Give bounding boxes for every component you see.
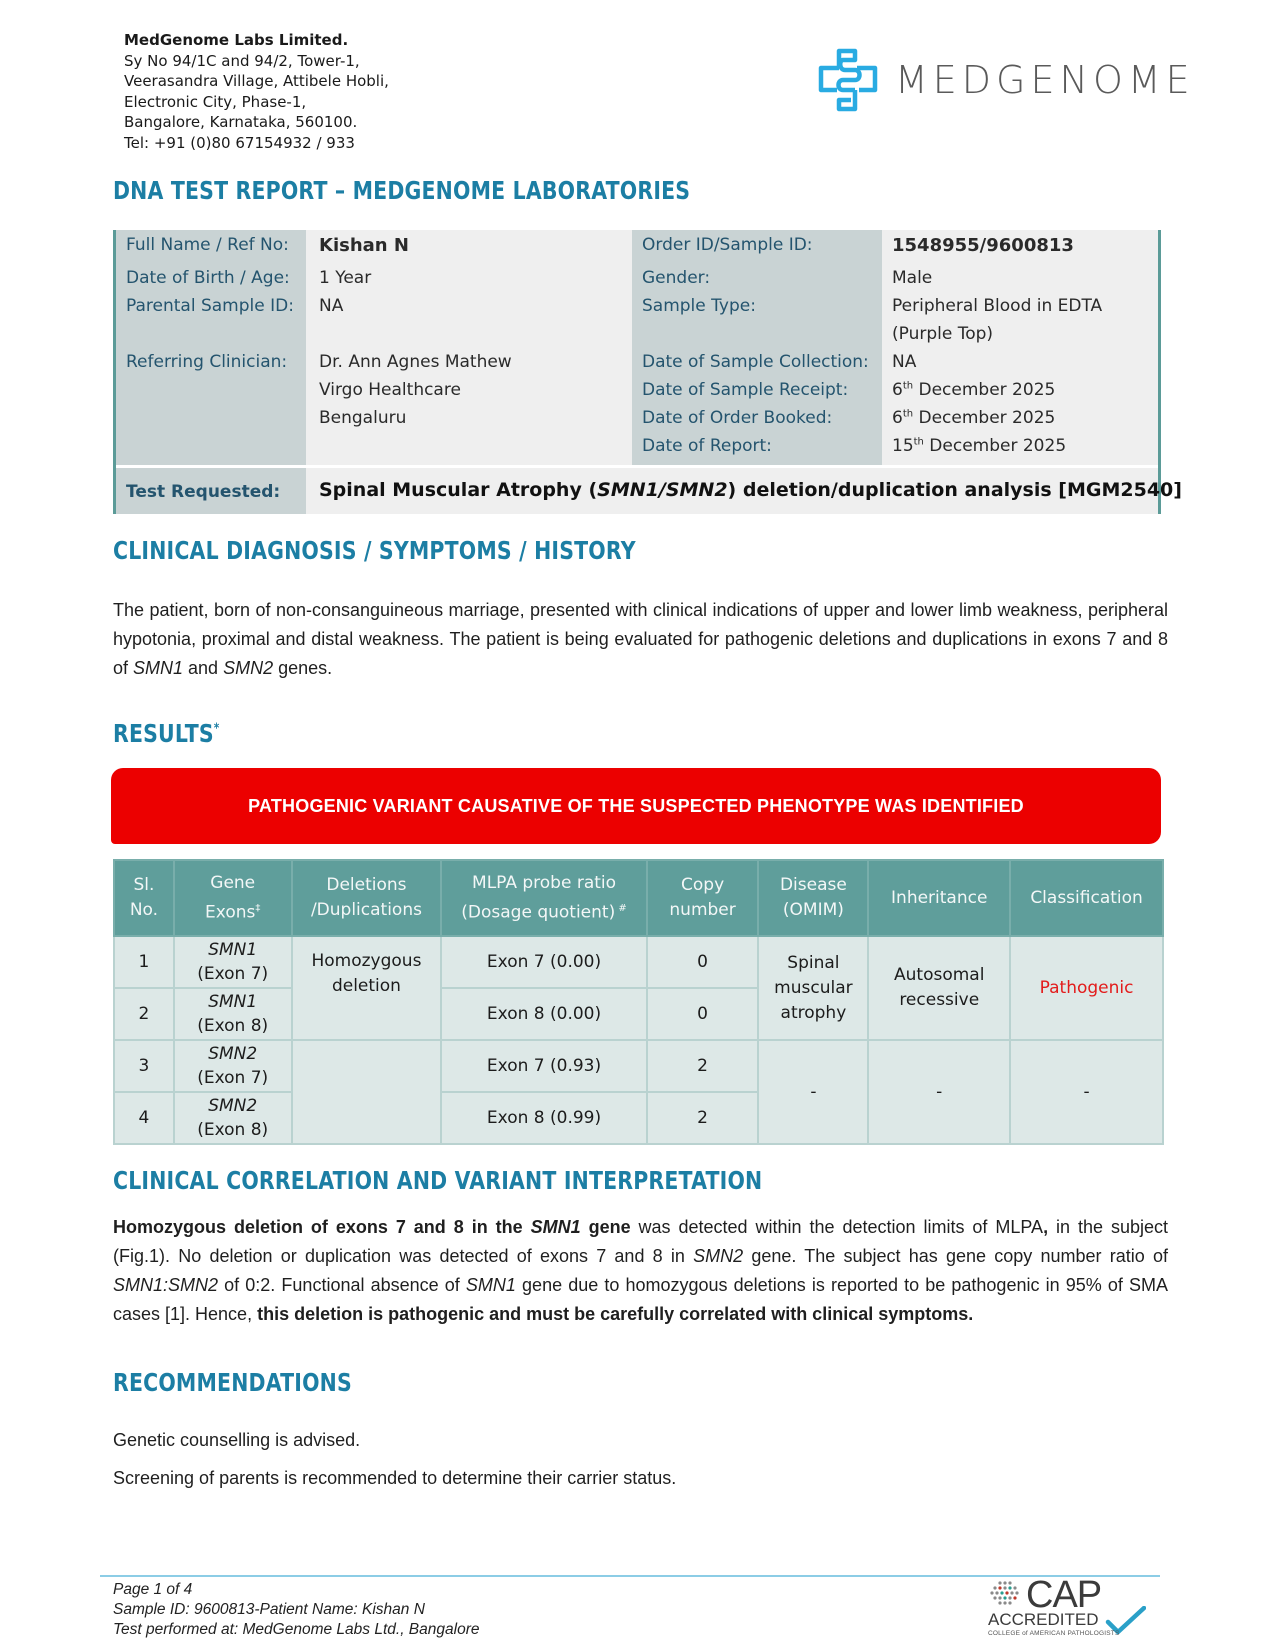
gender-label: Gender: [642, 268, 711, 288]
address-line: Electronic City, Phase-1, [124, 92, 307, 111]
col-header-mlpa-ratio: MLPA probe ratio (Dosage quotient) # [441, 860, 646, 936]
lab-address [124, 30, 389, 153]
table-row [114, 936, 1163, 988]
day: 15 [892, 436, 914, 456]
clinical-heading: CLINICAL DIAGNOSIS / SYMPTOMS / HISTORY [113, 536, 636, 565]
recommendations-heading: RECOMMENDATIONS [113, 1368, 352, 1397]
gene-name: SMN1 [133, 658, 184, 678]
cap-college-text: COLLEGE of AMERICAN PATHOLOGISTS [988, 1630, 1120, 1637]
classification-cell: - [1010, 1040, 1163, 1144]
classification-cell: Pathogenic [1010, 936, 1163, 1040]
mlpa-ratio-cell: Exon 8 (0.99) [441, 1092, 646, 1144]
ordinal: th [902, 380, 914, 392]
heading-text: RESULTS [113, 719, 214, 748]
address-line: Sy No 94/1C and 94/2, Tower-1, [124, 51, 360, 70]
gene-name: SMN1 [597, 479, 659, 501]
lab-company-name: MedGenome Labs Limited. [124, 31, 349, 49]
recommendation-item: Genetic counselling is advised. [113, 1430, 361, 1450]
sl-no-cell: 4 [114, 1092, 174, 1144]
results-heading [113, 719, 220, 748]
text: The patient, born of non-consanguineous marriage, presented with clinical indications of upper and lower limb weakness, peripheral hypotonia, proximal and distal weakness. The patient is being evaluated for pathogenic deletions and duplications in exons 7 and 8 of [113, 600, 1168, 678]
footer-divider [100, 1575, 1160, 1577]
gene-name: SMN2 [665, 479, 728, 501]
recommendation-item: Screening of parents is recommended to determine their carrier status. [113, 1468, 677, 1488]
dob-label: Date of Birth / Age: [126, 268, 290, 288]
cap-word: CAP [1026, 1574, 1102, 1616]
day: 6 [892, 408, 903, 428]
report-date-value [892, 432, 1066, 460]
receipt-date-label: Date of Sample Receipt: [642, 380, 849, 400]
footer-sample-id: Sample ID: 9600813-Patient Name: Kishan N [113, 1601, 425, 1618]
result-banner-text: PATHOGENIC VARIANT CAUSATIVE OF THE SUSPECTED PHENOTYPE WAS IDENTIFIED [248, 795, 1024, 816]
correlation-heading: CLINICAL CORRELATION AND VARIANT INTERPRETATION [113, 1166, 763, 1195]
address-line: Veerasandra Village, Attibele Hobli, [124, 72, 389, 90]
full-name-label: Full Name / Ref No: [126, 235, 289, 255]
results-table [113, 859, 1164, 1145]
separator: / [658, 479, 666, 501]
inheritance-cell: - [868, 1040, 1010, 1144]
deletion-type-cell [292, 1040, 442, 1144]
ordinal: th [902, 408, 914, 420]
day: 6 [892, 380, 903, 400]
footer-performed-at: Test performed at: MedGenome Labs Ltd., Bangalore [113, 1621, 480, 1638]
collection-date-label: Date of Sample Collection: [642, 352, 869, 372]
clinician-hospital: Virgo Healthcare [319, 380, 461, 400]
mlpa-ratio-cell: Exon 7 (0.00) [441, 936, 646, 988]
parental-sample-value: NA [319, 296, 344, 316]
copy-number-cell: 0 [647, 936, 759, 988]
month-year: December 2025 [913, 408, 1056, 428]
sample-type-label: Sample Type: [642, 296, 756, 316]
sample-type-value-cont: (Purple Top) [892, 324, 994, 344]
inheritance-cell: Autosomal recessive [868, 936, 1010, 1040]
text: and [183, 658, 224, 678]
page-number: Page 1 of 4 [113, 1581, 193, 1598]
test-requested-label: Test Requested: [126, 482, 281, 502]
medgenome-logo [815, 46, 1195, 114]
copy-number-cell: 0 [647, 988, 759, 1040]
col-header-sl-no: Sl. No. [114, 860, 174, 936]
report-date-label: Date of Report: [642, 436, 772, 456]
sl-no-cell: 1 [114, 936, 174, 988]
logo-text: MEDGENOME [895, 58, 1195, 102]
month-year: December 2025 [913, 380, 1056, 400]
mlpa-ratio-cell: Exon 7 (0.93) [441, 1040, 646, 1092]
col-header-classification: Classification [1010, 860, 1163, 936]
sl-no-cell: 3 [114, 1040, 174, 1092]
test-requested-value [319, 476, 1182, 504]
booked-date-label: Date of Order Booked: [642, 408, 833, 428]
table-header-row [114, 860, 1163, 936]
dob-value: 1 Year [319, 268, 372, 288]
order-id-value: 1548955/9600813 [892, 235, 1074, 256]
table-row [114, 1040, 1163, 1092]
gender-value: Male [892, 268, 933, 288]
clinician-name: Dr. Ann Agnes Mathew [319, 352, 512, 372]
cap-dots-icon [988, 1580, 1022, 1608]
ordinal: th [913, 436, 924, 448]
gene-name: SMN2 [223, 658, 274, 678]
month-year: December 2025 [923, 436, 1067, 456]
dna-cross-logo-icon [815, 46, 881, 114]
disease-cell: Spinal muscular atrophy [758, 936, 868, 1040]
clinician-label: Referring Clinician: [126, 352, 288, 372]
address-phone: Tel: +91 (0)80 67154932 / 933 [124, 133, 355, 152]
sample-type-value: Peripheral Blood in EDTA [892, 296, 1103, 316]
report-title: DNA TEST REPORT – MEDGENOME LABORATORIES [113, 176, 691, 205]
disease-cell: - [758, 1040, 868, 1144]
cap-accredited-logo-icon [986, 1574, 1161, 1644]
col-header-disease: Disease (OMIM) [758, 860, 868, 936]
col-header-gene-exons: Gene Exons‡ [174, 860, 292, 936]
cap-accredited-word: ACCREDITED [988, 1610, 1099, 1629]
deletion-type-cell: Homozygous deletion [292, 936, 442, 1040]
col-header-deletions: Deletions /Duplications [292, 860, 442, 936]
booked-date-value [892, 404, 1055, 432]
text: genes. [273, 658, 333, 678]
correlation-text: Homozygous deletion of exons 7 and 8 in the SMN1 gene was detected within the detection limits of MLPA, in the subject (Fig.1). No deletion or duplication was detected of exons 7 and 8 in SMN2 gene. The subject has gene copy number ratio of SMN1:SMN2 of 0:2. Functional absence of SMN1 gene due to homozygous deletions is reported to be pathogenic in 95% of SMA cases [1]. Hence, this deletion is pathogenic and must be carefully correlated with clinical symptoms. [113, 1217, 1169, 1324]
collection-date-value: NA [892, 352, 917, 372]
gene-exon-cell: SMN2 (Exon 7) [174, 1040, 292, 1092]
gene-exon-cell: SMN1 (Exon 8) [174, 988, 292, 1040]
result-banner [111, 768, 1161, 844]
footnote-mark: * [213, 721, 220, 737]
parental-sample-label: Parental Sample ID: [126, 296, 294, 316]
sl-no-cell: 2 [114, 988, 174, 1040]
test-code: ) deletion/duplication analysis [MGM2540] [727, 479, 1182, 501]
copy-number-cell: 2 [647, 1040, 759, 1092]
clinician-city: Bengaluru [319, 408, 407, 428]
clinical-history-text [113, 596, 1168, 683]
address-line: Bangalore, Karnataka, 560100. [124, 113, 358, 131]
patient-info-table [113, 230, 1182, 514]
copy-number-cell: 2 [647, 1092, 759, 1144]
col-header-inheritance: Inheritance [868, 860, 1010, 936]
full-name-value: Kishan N [319, 235, 409, 256]
page-footer [113, 1580, 479, 1640]
gene-exon-cell: SMN1 (Exon 7) [174, 936, 292, 988]
test-name: Spinal Muscular Atrophy ( [319, 479, 598, 501]
gene-exon-cell: SMN2 (Exon 8) [174, 1092, 292, 1144]
receipt-date-value [892, 376, 1055, 404]
order-id-label: Order ID/Sample ID: [642, 235, 813, 255]
col-header-copy-number: Copy number [647, 860, 759, 936]
mlpa-ratio-cell: Exon 8 (0.00) [441, 988, 646, 1040]
